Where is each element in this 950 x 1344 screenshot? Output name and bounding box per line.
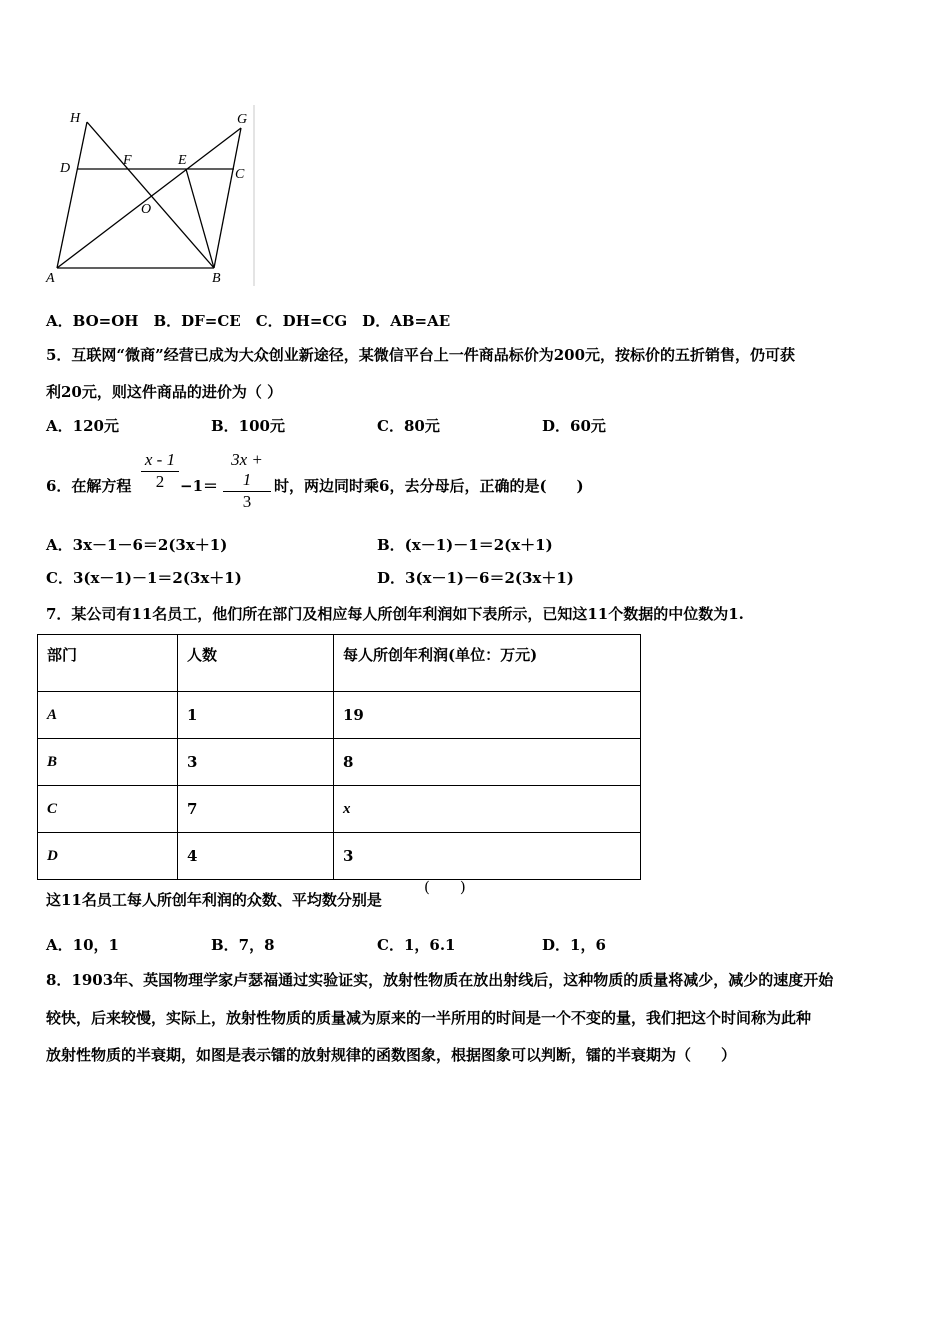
q6-option-a: A．3x－1－6＝2(3x＋1) — [46, 536, 228, 554]
cell-count: 4 — [178, 833, 334, 880]
q6-fraction-1-denominator: 2 — [155, 472, 165, 491]
table-header-row — [38, 635, 641, 692]
q5-option-a: A．120元 — [46, 417, 119, 435]
table-row — [38, 692, 641, 739]
label-d: D — [60, 161, 71, 176]
q4-options: A．BO=OH B．DF=CE C．DH=CG D．AB=AE — [46, 312, 451, 330]
label-c: C — [235, 167, 245, 182]
cell-profit: 3 — [334, 833, 641, 880]
q7-option-a: A．10，1 — [46, 936, 119, 954]
header-department: 部门 — [38, 635, 178, 692]
q6-option-c: C．3(x－1)－1＝2(3x＋1) — [46, 569, 242, 587]
q5-stem-line1: 5．互联网“微商”经营已成为大众创业新途径，某微信平台上一件商品标价为200元，按标价的五折销售，仍可获 — [46, 346, 796, 364]
cell-profit: 19 — [334, 692, 641, 739]
q8-stem-line1: 8．1903年、英国物理学家卢瑟福通过实验证实，放射性物质在放出射线后，这种物质的质量将减少，减少的速度开始 — [46, 971, 834, 989]
label-o: O — [141, 202, 152, 217]
q6-middle: −1＝ — [180, 477, 219, 495]
label-g: G — [237, 112, 248, 127]
line-hb — [87, 122, 214, 268]
q6-fraction-2-numerator: 3x + 1 — [223, 450, 271, 492]
line-eb — [186, 169, 214, 268]
q5-option-b: B．100元 — [211, 417, 285, 435]
table-row — [38, 833, 641, 880]
cell-department: A — [38, 692, 178, 739]
table-row — [38, 786, 641, 833]
q7-option-d: D．1，6 — [542, 936, 606, 954]
label-a: A — [46, 271, 55, 286]
q5-option-d: D．60元 — [542, 417, 606, 435]
line-gb — [214, 128, 241, 268]
q5-stem-line2: 利20元，则这件商品的进价为（ ） — [46, 383, 283, 401]
header-count: 人数 — [178, 635, 334, 692]
label-e: E — [178, 153, 187, 168]
q7-answer-paren: ( ) — [424, 878, 466, 896]
cell-department: B — [38, 739, 178, 786]
cell-profit: 8 — [334, 739, 641, 786]
header-profit: 每人所创年利润(单位：万元) — [334, 635, 641, 692]
q6-fraction-2-denominator: 3 — [242, 492, 252, 511]
q8-stem-line3: 放射性物质的半衰期，如图是表示镭的放射规律的函数图象，根据图象可以判断，镭的半衰期为（ ） — [46, 1046, 737, 1064]
label-b: B — [212, 271, 221, 286]
q8-stem-line2: 较快，后来较慢，实际上，放射性物质的质量减为原来的一半所用的时间是一个不变的量，我们把这个时间称为此种 — [46, 1009, 812, 1027]
cell-count: 3 — [178, 739, 334, 786]
q7-stem: 7．某公司有11名员工，他们所在部门及相应每人所创年利润如下表所示，已知这11个数据的中位数为1. — [46, 605, 744, 623]
q5-option-c: C．80元 — [377, 417, 440, 435]
q6-suffix: 时，两边同时乘6，去分母后，正确的是( ) — [274, 477, 584, 495]
q7-question: 这11名员工每人所创年利润的众数、平均数分别是 — [46, 891, 382, 909]
q6-fraction-2 — [223, 450, 271, 512]
q6-fraction-1 — [141, 450, 179, 492]
cell-count: 7 — [178, 786, 334, 833]
q7-option-b: B．7，8 — [211, 936, 275, 954]
line-ha — [57, 122, 87, 268]
label-f: F — [123, 153, 132, 168]
label-h: H — [70, 111, 81, 126]
line-ag — [57, 128, 241, 268]
q6-prefix: 6．在解方程 — [46, 477, 132, 495]
q6-option-b: B．(x－1)－1＝2(x＋1) — [377, 536, 553, 554]
cell-department: C — [38, 786, 178, 833]
table-row — [38, 739, 641, 786]
cell-department: D — [38, 833, 178, 880]
q6-option-d: D．3(x－1)－6＝2(3x＋1) — [377, 569, 574, 587]
q7-option-c: C．1，6.1 — [377, 936, 456, 954]
geometry-figure — [40, 100, 270, 295]
cell-profit: x — [334, 786, 641, 833]
q7-table — [37, 634, 641, 880]
q6-fraction-1-numerator: x - 1 — [141, 450, 179, 472]
cell-count: 1 — [178, 692, 334, 739]
